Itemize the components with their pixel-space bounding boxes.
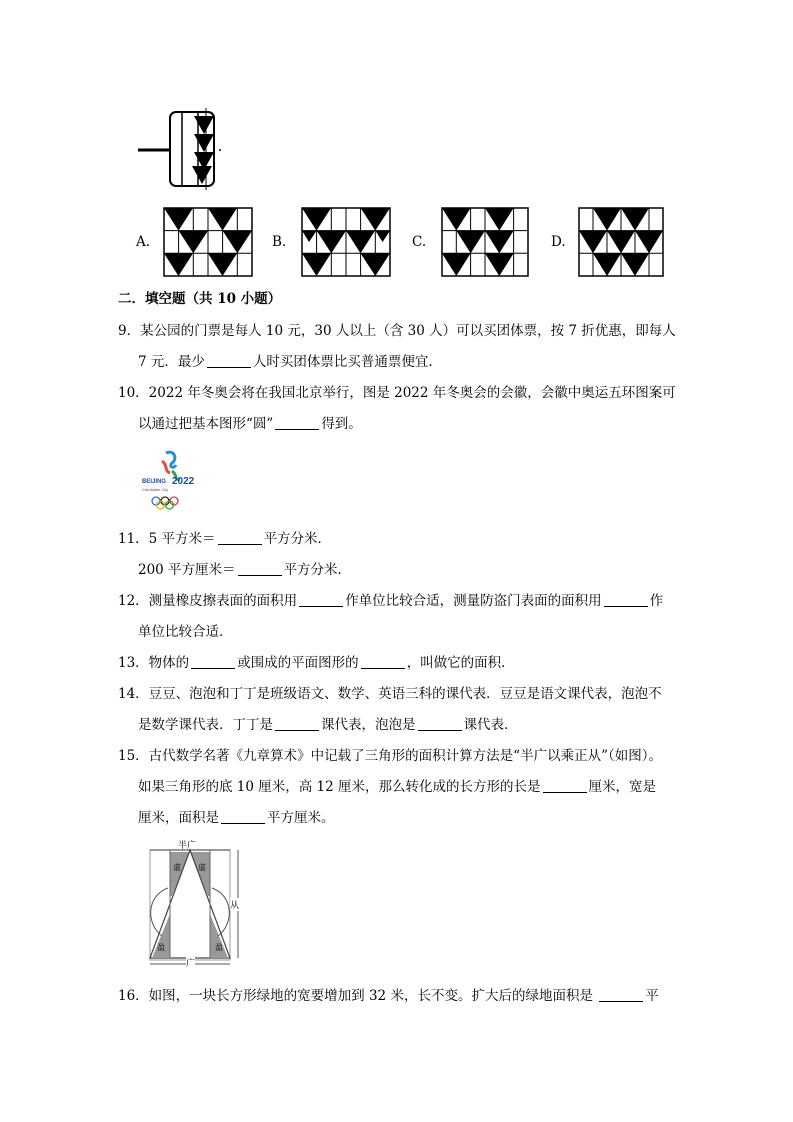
option-c-label[interactable]: C. [412,234,427,250]
q9-text-a: 7 元．最少 [138,354,205,370]
q13-text-a: 13．物体的 [118,655,190,671]
q14-text-a: 是数学课代表．丁丁是 [138,717,273,733]
q10-line1: 10．2022 年冬奥会将在我国北京举行，图是 2022 年冬奥会的会徽，会徽中奥运五环图案可 [118,385,676,401]
q9-text-b: 人时买团体票比买普通票便宜． [252,354,442,370]
q15-answer-blank-2[interactable] [221,809,265,824]
q12-answer-blank-2[interactable] [604,592,648,607]
q12-text-c: 作 [649,593,664,609]
section-heading: 二．填空题（共 10 小题） [118,291,282,307]
figure15-label-side: 从 [230,898,239,911]
q15-text-b: 厘米，宽是 [588,779,657,795]
q10-answer-blank[interactable] [275,415,319,430]
q14-answer-blank-1[interactable] [275,716,319,731]
q12-line2: 单位比较合适． [138,624,233,640]
option-d-label[interactable]: D. [551,234,566,250]
q10-text-b: 得到。 [321,416,362,432]
figure15-label-top: 半广 [178,841,197,851]
figure15-graphic [138,838,244,968]
rotation-figure [136,104,226,192]
q15-line1: 15．古代数学名著《九章算术》中记载了三角形的面积计算方法是“半广以乘正从”（如图）。 [118,748,662,764]
option-b-label[interactable]: B． [272,234,296,250]
q12-text-a: 12．测量橡皮擦表面的面积用 [118,593,298,609]
q15-answer-blank-1[interactable] [543,778,587,793]
q14-line1: 14．豆豆、泡泡和丁丁是班级语文、数学、英语三科的课代表．豆豆是语文课代表，泡泡不 [118,686,662,702]
q14-answer-blank-2[interactable] [418,716,462,731]
q12-text-b: 作单位比较合适，测量防盗门表面的面积用 [345,593,602,609]
figure15-label-xu-left: 虚 [173,863,181,872]
q13-text-c: ，叫做它的面积． [406,655,515,671]
figure15-label-ying-right: 盈 [215,943,223,952]
q15-text-a: 如果三角形的底 10 厘米，高 12 厘米，那么转化成的长方形的长是 [138,779,541,795]
q11-answer-blank-2[interactable] [238,561,282,576]
q11-line2 [138,561,351,579]
option-a-label[interactable]: A. [136,234,151,250]
beijing-2022-logo [138,447,202,513]
q13-answer-blank-2[interactable] [361,654,405,669]
q11-text-b: 平方分米． [263,531,332,547]
option-a-figure[interactable] [163,207,253,277]
q13-text-b: 或围成的平面图形的 [237,655,359,671]
q11-answer-blank-1[interactable] [218,530,262,545]
q13-line1 [118,654,515,672]
option-b-figure[interactable] [301,207,391,277]
figure15-label-ying-left: 盈 [157,943,165,952]
q9-answer-blank[interactable] [207,353,251,368]
q12-line1 [118,592,663,610]
q15-text-c: 厘米，面积是 [138,810,219,826]
q15-text-d: 平方厘米。 [267,810,335,826]
option-c-figure[interactable] [441,207,529,277]
q12-answer-blank-1[interactable] [299,592,343,607]
option-d-figure[interactable] [578,207,664,277]
q16-text-b: 平 [645,988,659,1004]
q9-line1: 9．某公园的门票是每人 10 元，30 人以上（含 30 人）可以买团体票，按 7 折优惠，即每人 [118,323,676,339]
q11-text-d: 平方分米． [283,562,352,578]
q13-answer-blank-1[interactable] [191,654,235,669]
q10-line2 [138,415,362,433]
q14-text-b: 课代表，泡泡是 [321,717,416,733]
logo-text-year: 2022 [172,476,195,487]
q10-text-a: 以通过把基本图形“圆” [138,416,274,432]
logo-text-small: Candidate City [142,487,169,492]
q16-line1 [118,987,659,1005]
q16-text-a: 16．如图，一块长方形绿地的宽要增加到 32 米，长不变。扩大后的绿地面积是 [118,988,593,1004]
logo-text-beijing: BEIJING [142,479,167,485]
figure15-label-xu-right: 虚 [198,863,206,872]
q15-line2 [138,778,656,796]
q16-answer-blank[interactable] [599,987,643,1002]
q14-text-c: 课代表． [463,717,518,733]
q15-line3 [138,809,335,827]
triangle-rectangle-figure [138,838,244,968]
q14-line2 [138,716,518,734]
q9-line2 [138,353,442,371]
q11-line1 [118,530,331,548]
figure15-label-bottom: 广 [186,956,195,969]
q11-text-c: 200 平方厘米＝ [138,562,236,578]
q11-text-a: 11．5 平方米＝ [118,531,216,547]
